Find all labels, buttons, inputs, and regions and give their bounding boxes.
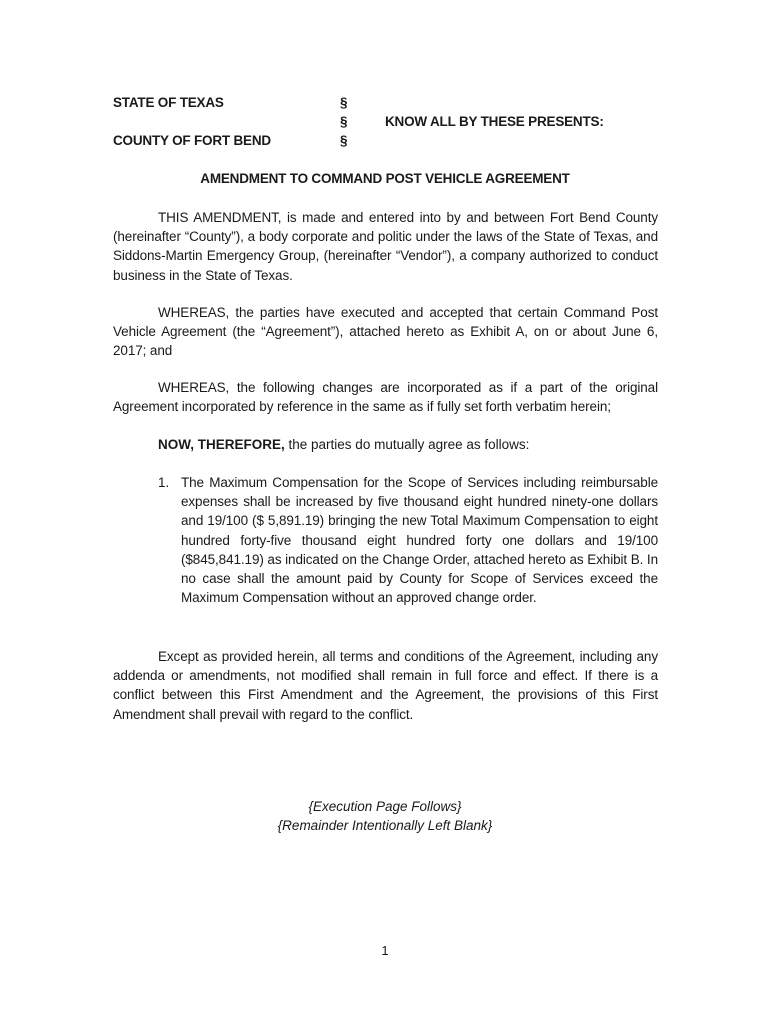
- list-item-text: The Maximum Compensation for the Scope of Services including reimbursable expenses shall be increased by five thousand eight hundred ninety-one dollars and 19/100 ($ 5,891.19) bringing the new Total Maximum Compensation to eight hundred forty-five thousand eight hundred forty one dollars and 19/100 ($845,841.19) as indicated on the Change Order, attached hereto as Exhibit B. In no case shall the amount paid by County for Scope of Services exceed the Maximum Compensation without an approved change order.: [181, 475, 658, 606]
- state-label: STATE OF TEXAS: [113, 95, 224, 110]
- know-all-heading: KNOW ALL BY THESE PRESENTS:: [385, 114, 604, 129]
- list-item-number: 1.: [158, 475, 170, 490]
- section-symbol: §: [340, 114, 348, 129]
- closing-paragraph: Except as provided herein, all terms and conditions of the Agreement, including any addenda or amendments, not modified shall remain in full force and effect. If there is a conflict between this First Amendment and the Agreement, the provisions of this First Amendment shall prevail with regard to the conflict.: [113, 649, 658, 722]
- list-item: [158, 473, 658, 607]
- remainder-blank-note: {Remainder Intentionally Left Blank}: [277, 818, 493, 833]
- now-therefore-line: [158, 435, 529, 454]
- section-symbol: §: [340, 133, 348, 148]
- section-symbol: §: [340, 95, 348, 110]
- now-therefore-bold: NOW, THEREFORE,: [158, 437, 285, 452]
- whereas-paragraph-1: WHEREAS, the parties have executed and accepted that certain Command Post Vehicle Agreement (the “Agreement”), attached hereto as Exhibit A, on or about June 6, 2017; and: [113, 305, 658, 359]
- page-number: 1: [381, 943, 389, 958]
- execution-page-note: {Execution Page Follows}: [308, 799, 462, 814]
- whereas-paragraph-2: WHEREAS, the following changes are incorporated as if a part of the original Agreement incorporated by reference in the same as if fully set forth verbatim herein;: [113, 380, 658, 415]
- county-label: COUNTY OF FORT BEND: [113, 133, 271, 148]
- now-therefore-text: the parties do mutually agree as follows:: [284, 437, 530, 452]
- intro-paragraph: THIS AMENDMENT, is made and entered into by and between Fort Bend County (hereinafter “County”), a body corporate and politic under the laws of the State of Texas, and Siddons-Martin Emergency Group, (hereinafter “Vendor”), a company authorized to conduct business in the State of Texas.: [113, 210, 658, 283]
- document-title: AMENDMENT TO COMMAND POST VEHICLE AGREEMENT: [200, 171, 570, 186]
